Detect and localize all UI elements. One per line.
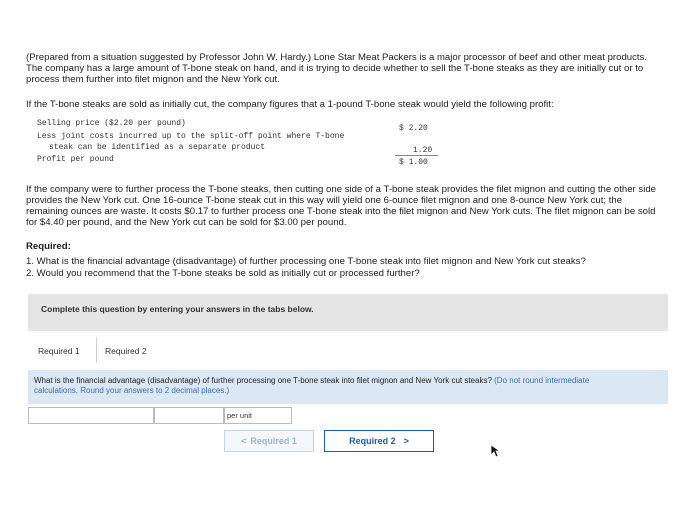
row-joint-costs-label-b: steak can be identified as a separate product (49, 143, 266, 152)
tab-required-2[interactable]: Required 2 (105, 346, 147, 356)
row-profit-value: $ 1.00 (399, 158, 428, 167)
question-note: (Do not round intermediate calculations. Round your answers to 2 decimal places.) (34, 376, 590, 395)
unit-label: per unit (227, 411, 253, 420)
tab-divider (96, 337, 97, 363)
next-button[interactable] (324, 430, 434, 452)
required-q2: 2. Would you recommend that the T-bone steaks be sold as initially cut or processed further? (26, 268, 420, 279)
intro-paragraph: (Prepared from a situation suggested by Professor John W. Hardy.) Lone Star Meat Packers is a major processor of beef and other meat products. The company has a large amount of T-bone steak on hand, and it is trying to decide whether to sell the T-bone steaks as they are initially cut or to process them further into filet mignon and the New York cut. (26, 52, 648, 85)
question-panel (28, 370, 668, 404)
answer-label-cell (28, 407, 154, 424)
instruction-text: Complete this question by entering your answers in the tabs below. (41, 304, 314, 314)
table-rule (395, 155, 438, 156)
required-heading: Required: (26, 241, 71, 252)
instruction-panel (28, 294, 668, 331)
chevron-right-icon: > (403, 436, 409, 446)
next-button-label: Required 2 (349, 436, 396, 446)
question-prompt: What is the financial advantage (disadvantage) of further processing one T-bone steak into filet mignon and New York cut steaks? (34, 376, 492, 385)
question-text (34, 376, 594, 396)
row-joint-costs-label-a: Less joint costs incurred up to the split-off point where T-bone (37, 132, 345, 141)
required-q1: 1. What is the financial advantage (disadvantage) of further processing one T-bone steak into filet mignon and New York cut steaks? (26, 256, 586, 267)
row-selling-price-label: Selling price ($2.20 per pound) (37, 119, 186, 128)
prev-button-label: Required 1 (250, 436, 297, 446)
row-joint-costs-value: 1.20 (413, 146, 433, 155)
row-selling-price-value: $ 2.20 (399, 124, 428, 133)
prev-button[interactable] (224, 430, 314, 452)
tab-required-1[interactable]: Required 1 (38, 346, 80, 356)
profit-intro-text: If the T-bone steaks are sold as initially cut, the company figures that a 1-pound T-bone steak would yield the following profit: (26, 99, 554, 110)
cursor-icon (490, 444, 502, 458)
chevron-left-icon: < (241, 436, 247, 446)
answer-input[interactable] (154, 407, 224, 424)
answer-unit-cell (224, 407, 292, 424)
processing-paragraph: If the company were to further process the T-bone steaks, then cutting one side of a T-bone steak provides the filet mignon and cutting the other side provides the New York cut. One 16-ounce T-bone steak cut in this way will yield one 6-ounce filet mignon and one 8-ounce New York cut; the remaining ounces are waste. It costs $0.17 to further process one T-bone steak into the filet mignon and New York cuts. The filet mignon can be sold for $4.40 per pound, and the New York cut can be sold for $3.00 per pound. (26, 184, 657, 228)
row-profit-label: Profit per pound (37, 155, 114, 164)
